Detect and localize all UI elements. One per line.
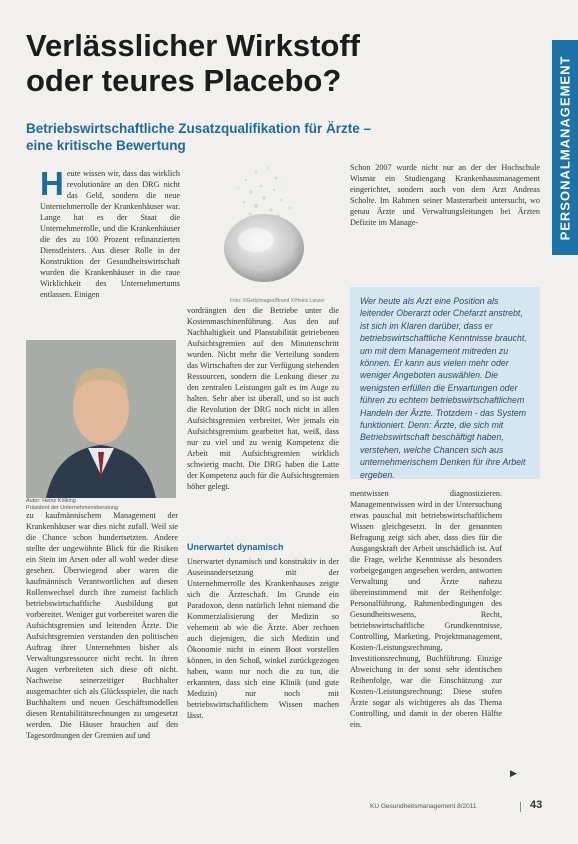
page-number: 43 bbox=[530, 799, 543, 811]
column-3-bottom-text: mentwissen diagnostizieren. Managementwissen wird in der Untersuchung etwas pauschal mit betriebswirtschaftlichem Wissen gleichgesetzt. In der genannten Befragung zeigt sich aber, dass dies für die Ausgangskraft der Arbeit unschädlich ist. Auf die Frage, welche Kenntnisse als besonders vorbeigegangen angesehen werden, antworten Verwaltung und Ärzte nahezu übereinstimmend mit der Reihenfolge: Personalführung, Rahmenbedingungen des Gesundheitswesens, Recht, betriebswirtschaftliche Grundkenntnisse, Controlling, Marketing, Projektmanagement, Kosten-/Leistungsrechnung, Investitionsrechnung, Buchführung. Einzige Abweichung in der sonst sehr identischen Reihenfolge, war die Einschätzung zur Kosten-/Leistungsrechnung: Diese stufen Ärzte sogar als wichtigeres als das Thema Controlling, und damit in der oberen Hälfte ein. bbox=[350, 489, 502, 729]
tablet-photo-credit: Foto: ©Gettyimages/Brand X/Heinz Lanzer bbox=[230, 298, 325, 304]
column-1-bottom bbox=[26, 510, 178, 800]
portrait-caption-line-1: Autor: Heinz Kölking bbox=[26, 498, 76, 504]
article-title bbox=[26, 28, 546, 98]
column-1-top bbox=[40, 168, 180, 338]
pull-quote bbox=[350, 287, 540, 479]
column-2-bottom-text: Unerwartet dynamisch und konstruktiv in der Auseinandersetzung mit der Unternehmerrolle des Krankenhauses zeigte sich die Ärzteschaft. Im Grunde ein Paradoxon, denn natürlich lehnt niemand die Kommerzialisierung der Medizin so vehement ab wie die Ärzte. Aber rechnen auch diejenigen, die sich Medizin und Ökonomie nicht in einem Boot vorstellen können, in den Schoß, winkel zurückgezogen haben, wann nur noch die zu tun, die erkannten, dass sich eine Klinik (und gute Medizin) nur noch mit betriebswirtschaftlichem Wissen machen lässt. bbox=[187, 557, 339, 720]
column-2-top-text: vordrängten den die Betriebe unter die Kostenmaschinenführung. Aus den auf Nachhaltigkeit und Planstabilität getriebenen Aufsichtsgremien auf den Minutenschritt wurden. Nicht mehr die Verteilung sondern das Wirtschaften der zur Verfügung stehenden Ressourcen, sondern die Lenkung dieser zu den zentralen Leistungen galt es im Auge zu halten. Sehr aber ist überall, und so ist auch die Revolution der DRG noch nicht in allen Aufsichtsgremien verbreitet. Wer jemals ein Aufsichtsgremium gearbeitet hat, weiß, dass nur zu viel und zu wenig Kompetenz die Arbeit mit Aufsichtsgremien wirklich schwierig macht. Die DRG haben die Latte der Kompetenz auch für die Aufsichtsgremien höher gelegt. bbox=[187, 306, 339, 491]
continue-arrow-icon: ▶ bbox=[510, 768, 517, 778]
drop-cap: H bbox=[40, 168, 64, 202]
column-1-top-text: eute wissen wir, dass das wirklich revolutionäre an den DRG nicht das Geld, sondern die neue Unternehmerrolle der Krankenhäuser war. Lange hat es der Staat die Unternehmerrolle, und die Krankenhäuser die des zu 100 Prozent refinanzierten Dienstleisters. Aus dieser Rolle in der Konstruktion der Gesundheitswirtschaft wurden die Krankenhäuser in die raue Wirklichkeit des Unternehmertums entlassen. Einigen bbox=[40, 169, 180, 299]
column-2-top bbox=[187, 305, 339, 537]
author-photo bbox=[26, 340, 176, 498]
column-3-bottom bbox=[350, 488, 502, 778]
column-2-bottom bbox=[187, 556, 339, 801]
column-3-top bbox=[350, 162, 540, 280]
footer-divider bbox=[520, 802, 521, 812]
footer-publication: KU Gesundheitsmanagement 8/2011 bbox=[370, 803, 477, 810]
column-1-bottom-text: zu kaufmännischem Management der Krankenhäuser war dies nicht zufall. Weil sie die Chance schon hundertsetzten. Andere stellte der ungewöhnte Blick für die Risiken ein Stein im Arsen oder all wohl weder diese gesehen. Überwiegend aber waren die kaufmännisch Verantwortlichen auf diesen Rollenwechsel durch ihre zumeist fachlich betriebswirtschaftliche Ausbildung gut vorbereitet. Weniger gut vorbereitet waren die Aufsichtsgremien und leitenden Ärzte. Die Aufsichtsgremien verstanden den politischen Auftrag ihrer Unternehmen bisher als Verwaltungsressource nicht recht. In ihren Augen verbreiteten sich diese oft nicht. Nachweise seinerzeitiger Buchhalter ausgemachter sich als Glücksspieler, die nach Buchhaltern und neuen Geschäftsmodellen diesen Rentabilitätsrechnungen zu umgesetzt werden. Die Häuser brauchen auf den Tagesordnungen der Gremien auf und bbox=[26, 511, 178, 740]
pull-quote-text: Wer heute als Arzt eine Position als leitender Oberarzt oder Chefarzt anstrebt, ist sich im Klaren darüber, dass er betriebswirtschaftliche Kenntnisse braucht, um mit dem Management mitreden zu können. Er kann aus vielen mehr oder weniger Angeboten auswählen. Die wenigsten erfüllen die Erwartungen oder führen zu echtem betriebswirtschaftlichem Handeln der Ärzte. Trotzdem - das System funktioniert. Denn: Ärzte, die sich mit Betriebswirtschaft beschäftigt haben, verstehen, welche Chancen sich aus unternehmerischem Denken für ihre Arbeit ergeben. bbox=[360, 296, 527, 480]
article-subtitle bbox=[26, 120, 456, 154]
section-subhead: Unerwartet dynamisch bbox=[187, 542, 284, 552]
section-tab bbox=[552, 40, 578, 255]
title-line-1: Verlässlicher Wirkstoff bbox=[26, 28, 360, 63]
title-line-2: oder teures Placebo? bbox=[26, 63, 342, 98]
column-3-top-text: Schon 2007 wurde nicht nur an der der Hochschule Wismar ein Studiengang Krankenhausmanagement eingerichtet, sondern auch von dem Arzt Andreas Scholte. Im Rahmen seiner Masterarbeit untersucht, wo genau Ärzte und Verwaltungsleitungen bei Ärzten Defizite im Manage- bbox=[350, 163, 540, 227]
effervescent-tablet-image bbox=[186, 160, 341, 300]
subtitle-line-1: Betriebswirtschaftliche Zusatzqualifikation für Ärzte – bbox=[26, 121, 372, 136]
section-tab-label: PERSONALMANAGEMENT bbox=[557, 55, 573, 240]
author-portrait bbox=[26, 340, 176, 498]
portrait-caption-line-2: Präsident der Unternehmensberatung bbox=[26, 505, 119, 511]
subtitle-line-2: eine kritische Bewertung bbox=[26, 138, 186, 153]
